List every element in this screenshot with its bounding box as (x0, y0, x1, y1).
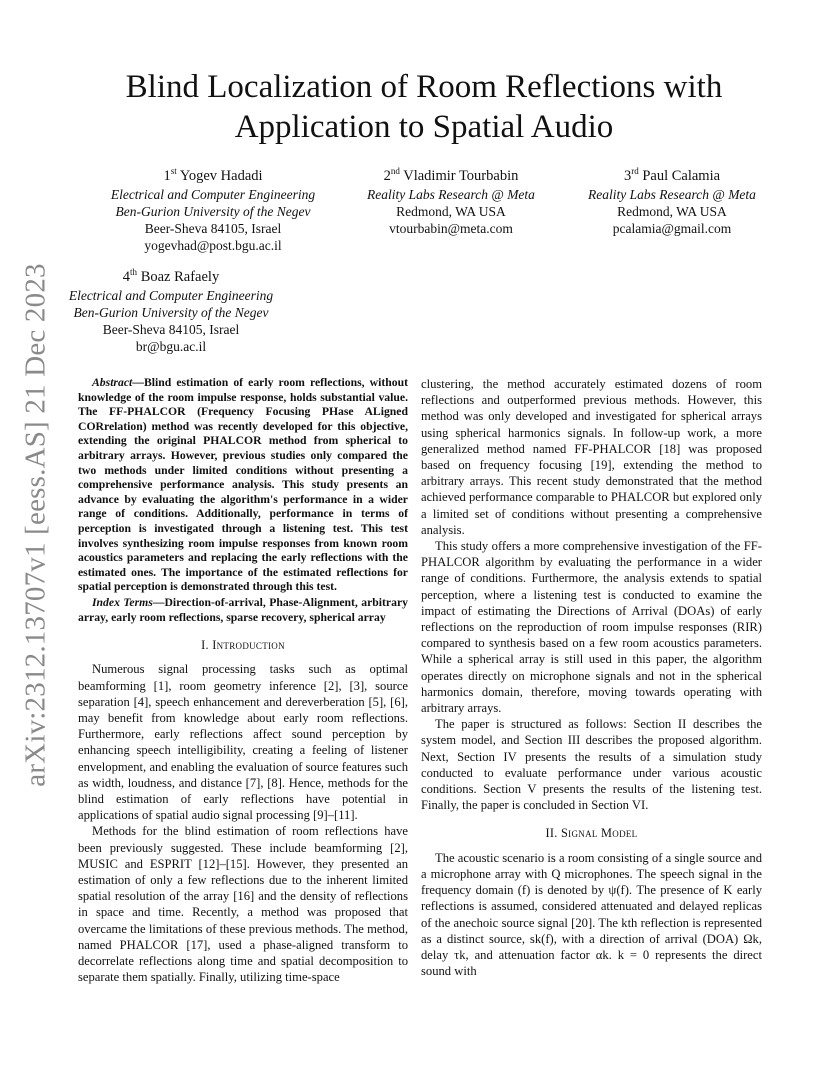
author-block (571, 163, 773, 237)
author-name: 1st Yogev Hadadi (163, 166, 263, 184)
section-heading-signal-model: II. Signal Model (545, 826, 638, 841)
author-affiliation: Ben-Gurion University of the Negev (73, 304, 269, 320)
paragraph: Numerous signal processing tasks such as optimal beamforming [1], room geometry inference [2], [3], source separation [4], speech enhancement and dereverberation [5], [6], may benefit from knowledge about early room reflections. Furthermore, early reflections affect sound perception by enhancing speech intelligibility, creating a feeling of listener envelopment, and enabling the evaluation of source features such as width, loudness, and distance [7], [8]. Hence, methods for the blind estimation of early reflections have potential in applications of spatial audio signal processing [9]–[11]. (78, 662, 408, 823)
author-address: Beer-Sheva 84105, Israel (102, 321, 240, 337)
author-address: Redmond, WA USA (396, 203, 506, 219)
left-column (78, 376, 408, 985)
index-terms: Index Terms—Direction-of-arrival, Phase-Alignment, arbitrary array, early room reflections, sparse recovery, spherical array (78, 595, 408, 624)
author-block (58, 264, 284, 355)
author-address: Beer-Sheva 84105, Israel (144, 220, 282, 236)
author-affiliation: Reality Labs Research @ Meta (367, 186, 535, 202)
author-name: 2nd Vladimir Tourbabin (383, 166, 519, 184)
abstract: Abstract—Blind estimation of early room reflections, without knowledge of the room impulse response, holds substantial value. The FF-PHALCOR (Frequency Focusing PHase ALigned CORrelation) method was recently developed for this objective, extending the original PHALCOR method from spherical to arbitrary arrays. However, previous studies only compared the two methods under limited conditions without presenting a comprehensive performance analysis. This study presents an advance by evaluating the algorithm's performance in a wider range of conditions. Additionally, performance in terms of perception is investigated through a listening test. This test involves synthesizing room impulse responses from known room acoustics parameters and replacing the early reflections with the estimated ones. The importance of the estimated reflections for spatial perception is demonstrated through this test. (78, 376, 408, 594)
author-email: pcalamia@gmail.com (612, 220, 732, 236)
arxiv-stamp-text: arXiv:2312.13707v1 [eess.AS] 21 Dec 2023 (19, 263, 52, 787)
paragraph: The acoustic scenario is a room consisting of a single source and a microphone array with Q microphones. The speech signal in the frequency domain (f) is denoted by ψ(f). The presence of K early reflections is assumed, considered attenuated and delayed replicas of the anechoic source signal [20]. The kth reflection is represented as a distinct source, sk(f), with a direction of arrival (DOA) Ωk, delay τk, and attenuation factor αk. k = 0 represents the direct sound with (421, 850, 762, 979)
author-block (351, 163, 551, 237)
author-affiliation: Ben-Gurion University of the Negev (115, 203, 311, 219)
author-block (100, 163, 326, 254)
section-heading-introduction: I. Introduction (201, 638, 285, 653)
right-column (421, 376, 762, 979)
author-address: Redmond, WA USA (617, 203, 727, 219)
paragraph: The paper is structured as follows: Section II describes the system model, and Section III describes the proposed algorithm. Next, Section IV presents the results of a simulation study conducted to evaluate performance under various acoustic conditions. Section V presents the results of the listening test. Finally, the paper is concluded in Section VI. (421, 717, 762, 813)
author-name: 4th Boaz Rafaely (122, 267, 220, 285)
paper-title: Blind Localization of Room Reflections with Application to Spatial Audio (125, 69, 723, 145)
paragraph: clustering, the method accurately estimated dozens of room reflections and outperformed previous methods. However, this method was only developed and investigated for spherical arrays using spherical harmonics signals. In follow-up work, a more generalized method named FF-PHALCOR [18] was proposed based on frequency focusing [19], extending the method to arbitrary arrays. This recent study demonstrated that the method achieved performance comparable to PHALCOR but explored only a limited set of conditions without presenting a comprehensive analysis. (421, 377, 762, 537)
author-affiliation: Electrical and Computer Engineering (110, 186, 316, 202)
author-email: yogevhad@post.bgu.ac.il (144, 237, 282, 253)
author-email: br@bgu.ac.il (135, 338, 207, 354)
author-affiliation: Electrical and Computer Engineering (68, 287, 274, 303)
paragraph: Methods for the blind estimation of room reflections have been previously suggested. These include beamforming [2], MUSIC and ESPRIT [12]–[15]. However, they presented an estimation of only a few reflections due to the inherent limited spatial resolution of the array [16] and the density of reflections in space and time. Recently, a method was proposed that overcame the limitations of these previous methods. The method, named PHALCOR [17], used a phase-aligned transform to decorrelate reflections along time and spatial decomposition to separate them spatially. Finally, utilizing time-space (78, 824, 408, 985)
paragraph: This study offers a more comprehensive investigation of the FF-PHALCOR algorithm by evaluating the performance in a wider range of conditions. Furthermore, the analysis extends to spatial perception, where a listening test is conducted to examine the impact of estimating the Directions of Arrival (DOAs) of early reflections on the reproduction of room impulse responses (RIR) compared to synthesis based on a few room acoustics parameters. While a spherical array is still used in this paper, the algorithm operates directly on microphone signals and not in the spherical harmonics domain, therefore, moving towards operating with arbitrary arrays. (421, 539, 762, 716)
author-email: vtourbabin@meta.com (389, 220, 513, 236)
arxiv-identifier-stamp (14, 263, 58, 787)
author-affiliation: Reality Labs Research @ Meta (588, 186, 756, 202)
author-name: 3rd Paul Calamia (623, 166, 721, 184)
